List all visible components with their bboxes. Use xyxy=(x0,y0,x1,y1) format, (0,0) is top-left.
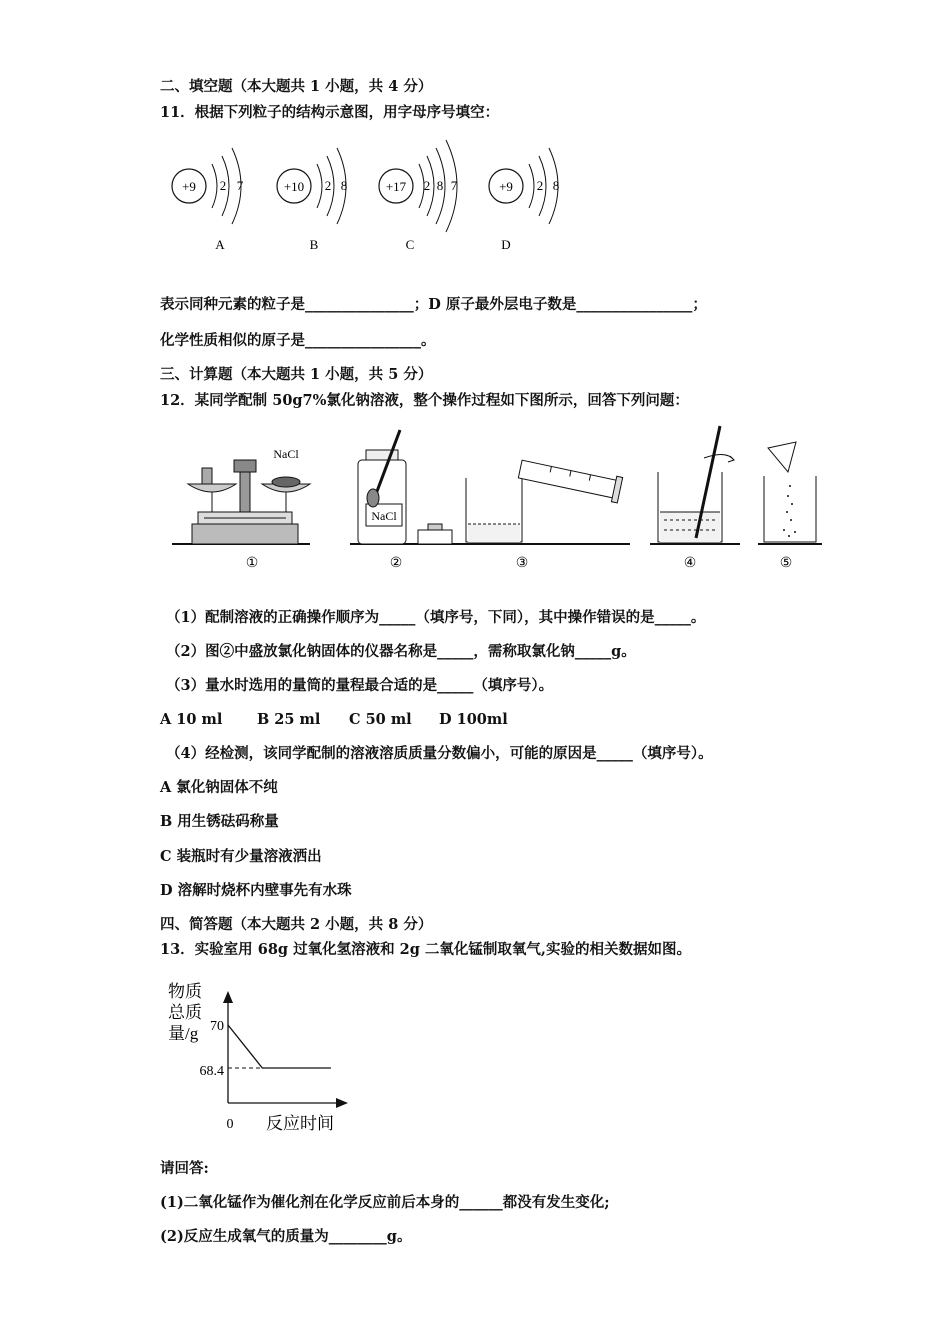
question-13-ask: 请回答: xyxy=(160,1160,209,1177)
chart-ylabel-line-3: 量/g xyxy=(168,1024,199,1043)
question-13-sub-1: (1)二氧化锰作为催化剂在化学反应前后本身的______都没有发生变化; xyxy=(160,1194,610,1211)
question-13-stem: 13．实验室用 68g 过氧化氢溶液和 2g 二氧化锰制取氧气,实验的相关数据如图。 xyxy=(160,941,691,958)
particle-A xyxy=(172,148,244,252)
chart-x-axis-arrow xyxy=(336,1098,348,1108)
question-12-stem: 12．某同学配制 50g7%氯化钠溶液，整个操作过程如下图所示，回答下列问题： xyxy=(160,392,689,409)
step-5-adding-solid xyxy=(758,442,822,571)
step-5-number: ⑤ xyxy=(779,556,793,571)
step-3-measuring-water xyxy=(460,456,630,571)
chart-y-tick-70: 70 xyxy=(210,1019,224,1034)
particle-A-shell-2: 7 xyxy=(236,178,244,193)
particle-C-shell-3: 7 xyxy=(450,178,458,193)
particle-C-nucleus: +17 xyxy=(385,179,407,194)
question-12-sub-3: （3）量水时选用的量筒的量程最合适的是_____（填序号）。 xyxy=(166,677,554,694)
question-12-sub-2: （2）图②中盛放氯化钠固体的仪器名称是_____，需称取氯化钠_____g。 xyxy=(166,643,636,660)
mass-time-chart xyxy=(160,975,360,1140)
particle-B xyxy=(277,148,347,252)
choice-c: C 50 ml xyxy=(349,711,412,728)
choice-b: B 25 ml xyxy=(257,711,321,728)
particle-A-nucleus: +9 xyxy=(182,179,196,194)
particle-C-shell-1: 2 xyxy=(423,178,431,193)
particle-D-shell-2: 8 xyxy=(552,178,560,193)
particle-D-nucleus: +9 xyxy=(499,179,513,194)
question-11-stem: 11．根据下列粒子的结构示意图，用字母序号填空： xyxy=(160,104,500,121)
question-13-sub-2: (2)反应生成氧气的质量为________g。 xyxy=(160,1228,412,1245)
section-2-heading: 二、填空题（本大题共 1 小题，共 4 分） xyxy=(160,78,433,95)
particle-B-nucleus: +10 xyxy=(283,179,305,194)
particle-C xyxy=(379,140,458,252)
step-4-number: ④ xyxy=(683,556,697,571)
particle-D-letter: D xyxy=(501,237,511,252)
option-4-b: B 用生锈砝码称量 xyxy=(160,813,279,830)
question-12-sub-1: （1）配制溶液的正确操作顺序为_____（填序号，下同），其中操作错误的是_____。 xyxy=(166,609,706,626)
particle-A-letter: A xyxy=(215,237,225,252)
step-4-stirring xyxy=(650,426,740,571)
question-11-blank-line-1: 表示同种元素的粒子是_______________；D 原子最外层电子数是________________； xyxy=(160,296,707,313)
chart-ylabel-line-1: 物质 xyxy=(168,982,202,1001)
choice-a: A 10 ml xyxy=(160,711,223,728)
step-3-number: ③ xyxy=(515,556,529,571)
step-2-reagent-bottle xyxy=(350,430,460,571)
option-4-a: A 氯化钠固体不纯 xyxy=(160,779,278,796)
solution-preparation-figure xyxy=(170,420,830,578)
chart-series-line xyxy=(228,1025,331,1068)
question-12-sub-4: （4）经检测，该同学配制的溶液溶质质量分数偏小，可能的原因是_____（填序号）。 xyxy=(166,745,713,762)
nacl-label: NaCl xyxy=(273,447,299,461)
particle-B-shell-1: 2 xyxy=(324,178,332,193)
chart-origin-label: 0 xyxy=(226,1117,234,1132)
chart-y-axis-arrow xyxy=(223,991,233,1003)
question-11-blank-line-2: 化学性质相似的原子是________________。 xyxy=(160,332,436,349)
particle-D-shell-1: 2 xyxy=(536,178,544,193)
step-1-number: ① xyxy=(245,556,259,571)
option-4-c: C 装瓶时有少量溶液洒出 xyxy=(160,848,322,865)
chart-xlabel: 反应时间 xyxy=(266,1114,334,1133)
step-1-balance xyxy=(172,447,310,571)
particle-C-shell-2: 8 xyxy=(436,178,444,193)
particle-A-shell-1: 2 xyxy=(219,178,227,193)
particle-B-shell-2: 8 xyxy=(340,178,348,193)
section-3-heading: 三、计算题（本大题共 1 小题，共 5 分） xyxy=(160,366,433,383)
section-4-heading: 四、简答题（本大题共 2 小题，共 8 分） xyxy=(160,916,433,933)
particle-D xyxy=(489,148,559,252)
particle-B-letter: B xyxy=(309,237,319,252)
step-2-number: ② xyxy=(389,556,403,571)
bottle-label: NaCl xyxy=(371,509,397,523)
chart-ylabel-line-2: 总质 xyxy=(168,1003,202,1022)
atomic-structure-diagrams xyxy=(160,138,600,260)
particle-C-letter: C xyxy=(405,237,415,252)
option-4-d: D 溶解时烧杯内壁事先有水珠 xyxy=(160,882,352,899)
chart-y-tick-68-4: 68.4 xyxy=(199,1064,224,1079)
choice-d: D 100ml xyxy=(439,711,508,728)
